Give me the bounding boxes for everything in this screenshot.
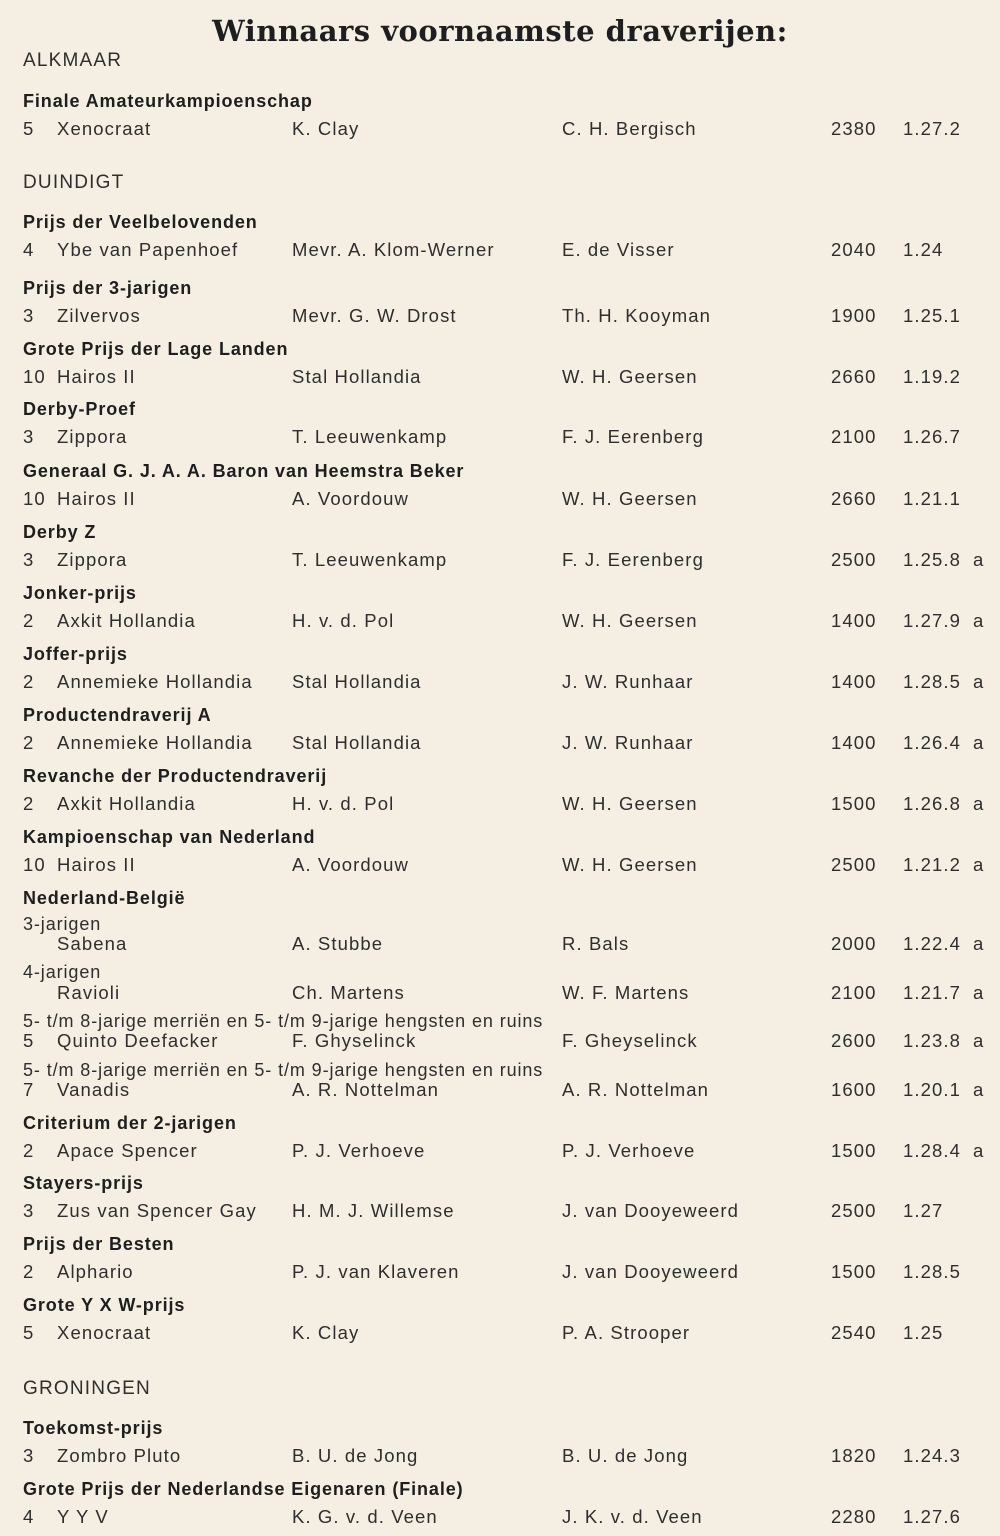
time: 1.27.9 <box>903 610 962 631</box>
horse-name: Zilvervos <box>57 305 141 326</box>
time: 1.28.4 <box>903 1140 962 1161</box>
category-label: 5- t/m 8-jarige merriën en 5- t/m 9-jarige hengsten en ruins <box>23 1060 544 1080</box>
driver: W. H. Geersen <box>562 610 698 631</box>
horse-entry <box>23 854 136 876</box>
horse-number: 5 <box>23 118 35 139</box>
owner: Mevr. A. Klom-Werner <box>292 239 495 260</box>
horse-name: Y Y V <box>57 1506 109 1527</box>
horse-entry <box>23 610 196 632</box>
horse-number: 3 <box>23 549 35 570</box>
race-title: Stayers-prijs <box>23 1173 144 1193</box>
time: 1.28.5 <box>903 671 962 692</box>
distance: 2500 <box>831 1200 877 1221</box>
owner: Stal Hollandia <box>292 671 422 692</box>
time: 1.27 <box>903 1200 944 1221</box>
distance: 2100 <box>831 982 877 1003</box>
horse-number: 2 <box>23 610 35 631</box>
race-title: Prijs der 3-jarigen <box>23 278 193 298</box>
horse-name: Zombro Pluto <box>57 1445 182 1466</box>
mark: a <box>973 933 985 954</box>
horse-number: 5 <box>23 1030 35 1051</box>
horse-entry <box>23 1140 198 1162</box>
horse-entry <box>23 426 127 448</box>
horse-entry <box>23 1506 109 1528</box>
driver: Th. H. Kooyman <box>562 305 712 326</box>
horse-number: 10 <box>23 854 46 875</box>
race-title: Productendraverij A <box>23 705 212 725</box>
distance: 2100 <box>831 426 877 447</box>
driver: C. H. Bergisch <box>562 118 697 139</box>
race-title: Grote Prijs der Lage Landen <box>23 339 289 359</box>
venue-heading: DUINDIGT <box>23 172 125 193</box>
time: 1.21.2 <box>903 854 962 875</box>
mark: a <box>973 982 985 1003</box>
horse-entry <box>23 982 120 1004</box>
race-title: Grote Y X W-prijs <box>23 1295 186 1315</box>
mark: a <box>973 1140 985 1161</box>
horse-number: 7 <box>23 1079 35 1100</box>
time: 1.19.2 <box>903 366 962 387</box>
driver: W. H. Geersen <box>562 854 698 875</box>
horse-name: Zippora <box>57 549 128 570</box>
owner: P. J. van Klaveren <box>292 1261 460 1282</box>
mark: a <box>973 793 985 814</box>
horse-name: Ravioli <box>57 982 121 1003</box>
horse-name: Ybe van Papenhoef <box>57 239 239 260</box>
horse-number: 3 <box>23 305 35 326</box>
horse-entry <box>23 1322 151 1344</box>
time: 1.23.8 <box>903 1030 962 1051</box>
horse-name: Zippora <box>57 426 128 447</box>
horse-number: 10 <box>23 488 46 509</box>
race-title: Derby-Proef <box>23 399 136 419</box>
horse-number: 2 <box>23 1140 35 1161</box>
horse-name: Xenocraat <box>57 118 152 139</box>
time: 1.21.7 <box>903 982 962 1003</box>
category-label: 3-jarigen <box>23 914 102 934</box>
mark: a <box>973 854 985 875</box>
distance: 2380 <box>831 118 877 139</box>
driver: W. H. Geersen <box>562 793 698 814</box>
horse-name: Xenocraat <box>57 1322 152 1343</box>
owner: A. Stubbe <box>292 933 384 954</box>
time: 1.24 <box>903 239 944 260</box>
driver: J. van Dooyeweerd <box>562 1261 740 1282</box>
distance: 2540 <box>831 1322 877 1343</box>
distance: 1400 <box>831 732 877 753</box>
horse-entry <box>23 549 127 571</box>
horse-name: Annemieke Hollandia <box>57 671 253 692</box>
distance: 1600 <box>831 1079 877 1100</box>
race-title: Nederland-België <box>23 888 186 908</box>
time: 1.25.8 <box>903 549 962 570</box>
driver: A. R. Nottelman <box>562 1079 710 1100</box>
driver: F. J. Eerenberg <box>562 549 704 570</box>
distance: 2660 <box>831 488 877 509</box>
race-title: Toekomst-prijs <box>23 1418 164 1438</box>
horse-number: 4 <box>23 239 35 260</box>
race-title: Criterium der 2-jarigen <box>23 1113 237 1133</box>
distance: 2040 <box>831 239 877 260</box>
owner: H. v. d. Pol <box>292 610 395 631</box>
time: 1.25.1 <box>903 305 962 326</box>
horse-name: Hairos II <box>57 854 136 875</box>
distance: 2500 <box>831 854 877 875</box>
distance: 2500 <box>831 549 877 570</box>
horse-name: Quinto Deefacker <box>57 1030 219 1051</box>
race-title: Generaal G. J. A. A. Baron van Heemstra Beker <box>23 461 465 481</box>
category-label: 4-jarigen <box>23 962 102 982</box>
distance: 1500 <box>831 1140 877 1161</box>
distance: 2660 <box>831 366 877 387</box>
distance: 2600 <box>831 1030 877 1051</box>
owner: A. Voordouw <box>292 854 410 875</box>
horse-entry <box>23 118 151 140</box>
owner: Stal Hollandia <box>292 732 422 753</box>
mark: a <box>973 671 985 692</box>
owner: B. U. de Jong <box>292 1445 419 1466</box>
horse-number: 2 <box>23 671 35 692</box>
distance: 1400 <box>831 610 877 631</box>
distance: 2000 <box>831 933 877 954</box>
race-title: Derby Z <box>23 522 97 542</box>
time: 1.24.3 <box>903 1445 962 1466</box>
driver: F. J. Eerenberg <box>562 426 704 447</box>
owner: A. R. Nottelman <box>292 1079 440 1100</box>
mark: a <box>973 549 985 570</box>
horse-number: 2 <box>23 732 35 753</box>
race-title: Revanche der Productendraverij <box>23 766 328 786</box>
horse-entry <box>23 793 196 815</box>
horse-name: Hairos II <box>57 488 136 509</box>
time: 1.27.6 <box>903 1506 962 1527</box>
owner: P. J. Verhoeve <box>292 1140 426 1161</box>
horse-name: Annemieke Hollandia <box>57 732 253 753</box>
venue-heading: GRONINGEN <box>23 1378 151 1399</box>
horse-name: Axkit Hollandia <box>57 610 196 631</box>
horse-entry <box>23 366 136 388</box>
horse-name: Axkit Hollandia <box>57 793 196 814</box>
horse-name: Vanadis <box>57 1079 131 1100</box>
horse-entry <box>23 239 238 261</box>
driver: F. Gheyselinck <box>562 1030 698 1051</box>
driver: J. K. v. d. Veen <box>562 1506 703 1527</box>
race-title: Joffer-prijs <box>23 644 128 664</box>
horse-entry <box>23 488 136 510</box>
distance: 2280 <box>831 1506 877 1527</box>
owner: K. Clay <box>292 118 360 139</box>
horse-number: 3 <box>23 426 35 447</box>
page-title: Winnaars voornaamste draverijen: <box>212 14 788 48</box>
horse-entry <box>23 732 253 754</box>
owner: K. Clay <box>292 1322 360 1343</box>
driver: P. J. Verhoeve <box>562 1140 696 1161</box>
venue-heading: ALKMAAR <box>23 50 123 71</box>
horse-entry <box>23 1200 257 1222</box>
driver: W. H. Geersen <box>562 366 698 387</box>
owner: K. G. v. d. Veen <box>292 1506 438 1527</box>
horse-entry <box>23 1079 130 1101</box>
horse-entry <box>23 1445 181 1467</box>
time: 1.26.7 <box>903 426 962 447</box>
time: 1.28.5 <box>903 1261 962 1282</box>
owner: Stal Hollandia <box>292 366 422 387</box>
time: 1.25 <box>903 1322 944 1343</box>
distance: 1500 <box>831 793 877 814</box>
race-title: Jonker-prijs <box>23 583 137 603</box>
horse-entry <box>23 1030 219 1052</box>
mark: a <box>973 610 985 631</box>
horse-name: Sabena <box>57 933 128 954</box>
horse-entry <box>23 933 127 955</box>
horse-name: Zus van Spencer Gay <box>57 1200 257 1221</box>
time: 1.27.2 <box>903 118 962 139</box>
time: 1.26.8 <box>903 793 962 814</box>
horse-number: 5 <box>23 1322 35 1343</box>
race-title: Grote Prijs der Nederlandse Eigenaren (Finale) <box>23 1479 464 1499</box>
owner: F. Ghyselinck <box>292 1030 417 1051</box>
category-label: 5- t/m 8-jarige merriën en 5- t/m 9-jarige hengsten en ruins <box>23 1011 544 1031</box>
horse-number: 2 <box>23 1261 35 1282</box>
horse-name: Hairos II <box>57 366 136 387</box>
owner: A. Voordouw <box>292 488 410 509</box>
horse-entry <box>23 305 141 327</box>
horse-entry <box>23 671 253 693</box>
time: 1.20.1 <box>903 1079 962 1100</box>
mark: a <box>973 1030 985 1051</box>
race-title: Finale Amateurkampioenschap <box>23 91 313 111</box>
driver: W. H. Geersen <box>562 488 698 509</box>
driver: J. W. Runhaar <box>562 671 694 692</box>
owner: T. Leeuwenkamp <box>292 426 448 447</box>
horse-name: Alphario <box>57 1261 134 1282</box>
owner: Ch. Martens <box>292 982 405 1003</box>
owner: H. v. d. Pol <box>292 793 395 814</box>
horse-number: 10 <box>23 366 46 387</box>
distance: 1820 <box>831 1445 877 1466</box>
time: 1.26.4 <box>903 732 962 753</box>
driver: R. Bals <box>562 933 630 954</box>
time: 1.21.1 <box>903 488 962 509</box>
race-title: Kampioenschap van Nederland <box>23 827 316 847</box>
owner: H. M. J. Willemse <box>292 1200 455 1221</box>
race-title: Prijs der Besten <box>23 1234 175 1254</box>
horse-number: 3 <box>23 1445 35 1466</box>
race-title: Prijs der Veelbelovenden <box>23 212 258 232</box>
distance: 1500 <box>831 1261 877 1282</box>
distance: 1900 <box>831 305 877 326</box>
mark: a <box>973 1079 985 1100</box>
driver: P. A. Strooper <box>562 1322 691 1343</box>
driver: B. U. de Jong <box>562 1445 689 1466</box>
mark: a <box>973 732 985 753</box>
owner: Mevr. G. W. Drost <box>292 305 457 326</box>
horse-number: 4 <box>23 1506 35 1527</box>
horse-entry <box>23 1261 134 1283</box>
horse-number: 2 <box>23 793 35 814</box>
driver: W. F. Martens <box>562 982 690 1003</box>
driver: J. W. Runhaar <box>562 732 694 753</box>
distance: 1400 <box>831 671 877 692</box>
horse-number: 3 <box>23 1200 35 1221</box>
owner: T. Leeuwenkamp <box>292 549 448 570</box>
driver: J. van Dooyeweerd <box>562 1200 740 1221</box>
driver: E. de Visser <box>562 239 675 260</box>
horse-name: Apace Spencer <box>57 1140 198 1161</box>
time: 1.22.4 <box>903 933 962 954</box>
